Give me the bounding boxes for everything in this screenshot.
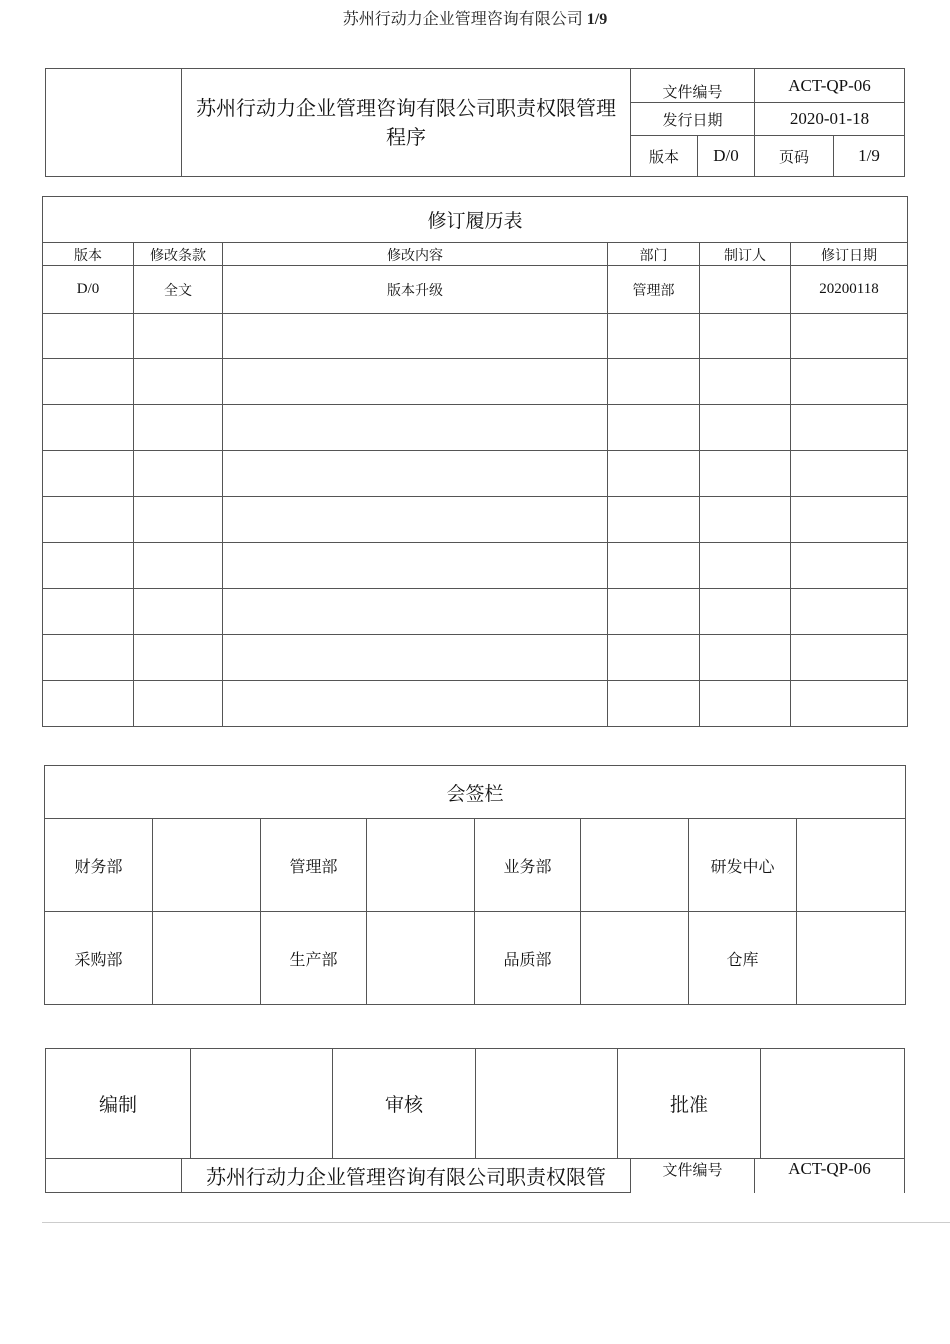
- table-cell: [700, 589, 791, 635]
- table-cell: 版本升级: [223, 266, 608, 314]
- countersign-title: 会签栏: [45, 766, 906, 819]
- table-cell: [608, 451, 700, 497]
- table-cell: [700, 314, 791, 359]
- table-cell: 20200118: [791, 266, 908, 314]
- approved-by-signature[interactable]: [761, 1049, 905, 1159]
- table-cell: [134, 451, 223, 497]
- table-cell: [43, 451, 134, 497]
- table-cell: [608, 359, 700, 405]
- table-cell: [608, 314, 700, 359]
- table-cell: [43, 635, 134, 681]
- table-cell: [43, 589, 134, 635]
- table-cell: [223, 451, 608, 497]
- table-cell: [134, 543, 223, 589]
- table-cell: [43, 314, 134, 359]
- table-cell: [134, 681, 223, 727]
- table-cell: 管理部: [608, 266, 700, 314]
- table-cell: [791, 314, 908, 359]
- table-cell: [700, 497, 791, 543]
- signature-cell[interactable]: [367, 912, 475, 1005]
- table-cell: [43, 359, 134, 405]
- table-row: [43, 497, 908, 543]
- column-header: 修改条款: [134, 243, 223, 266]
- revision-history-title: 修订履历表: [43, 197, 908, 243]
- document-title: 苏州行动力企业管理咨询有限公司职责权限管理程序: [182, 69, 631, 177]
- approved-by-label: 批准: [618, 1049, 761, 1159]
- table-cell: [134, 314, 223, 359]
- table-row: [43, 589, 908, 635]
- table-cell: [223, 314, 608, 359]
- department-label: 品质部: [475, 912, 581, 1005]
- prepared-by-signature[interactable]: [191, 1049, 333, 1159]
- table-cell: [791, 543, 908, 589]
- next-page-doc-number-label: 文件编号: [631, 1159, 755, 1193]
- running-header-company: 苏州行动力企业管理咨询有限公司: [342, 11, 583, 28]
- column-header: 修改内容: [223, 243, 608, 266]
- next-page-header-fragment: [45, 1158, 905, 1193]
- table-cell: [43, 405, 134, 451]
- signature-cell[interactable]: [797, 819, 906, 912]
- logo-cell: [46, 69, 182, 177]
- department-label: 生产部: [261, 912, 367, 1005]
- prepared-by-label: 编制: [46, 1049, 191, 1159]
- next-page-title: 苏州行动力企业管理咨询有限公司职责权限管: [182, 1159, 631, 1193]
- signature-cell[interactable]: [367, 819, 475, 912]
- page-label: 页码: [755, 136, 834, 177]
- table-cell: [791, 405, 908, 451]
- doc-number-label: 文件编号: [631, 69, 755, 103]
- table-cell: [700, 543, 791, 589]
- table-cell: [134, 359, 223, 405]
- running-header: [0, 6, 950, 29]
- column-header: 制订人: [700, 243, 791, 266]
- table-cell: [223, 635, 608, 681]
- table-cell: [608, 405, 700, 451]
- doc-number-value: ACT-QP-06: [755, 69, 905, 103]
- issue-date-value: 2020-01-18: [755, 103, 905, 136]
- table-cell: [134, 589, 223, 635]
- department-label: 财务部: [45, 819, 153, 912]
- approval-table: [45, 1048, 905, 1159]
- table-cell: [134, 405, 223, 451]
- table-cell: [43, 543, 134, 589]
- table-cell: [791, 635, 908, 681]
- page-value: 1/9: [834, 136, 905, 177]
- table-cell: [43, 681, 134, 727]
- revision-rows: [43, 266, 908, 727]
- table-cell: [608, 681, 700, 727]
- reviewed-by-signature[interactable]: [476, 1049, 618, 1159]
- countersign-table: [44, 765, 906, 1005]
- revision-history-table: [42, 196, 908, 727]
- table-row: [43, 314, 908, 359]
- table-row: [43, 266, 908, 314]
- table-cell: [223, 497, 608, 543]
- table-cell: [43, 497, 134, 543]
- table-cell: [700, 681, 791, 727]
- table-cell: [791, 359, 908, 405]
- signature-cell[interactable]: [797, 912, 906, 1005]
- department-label: 管理部: [261, 819, 367, 912]
- table-row: [43, 451, 908, 497]
- table-cell: [134, 497, 223, 543]
- signature-cell[interactable]: [581, 819, 689, 912]
- table-cell: [700, 266, 791, 314]
- issue-date-label: 发行日期: [631, 103, 755, 136]
- table-cell: [791, 497, 908, 543]
- column-header: 修订日期: [791, 243, 908, 266]
- signature-cell[interactable]: [153, 912, 261, 1005]
- table-cell: [608, 589, 700, 635]
- department-label: 业务部: [475, 819, 581, 912]
- table-cell: [223, 405, 608, 451]
- table-cell: [700, 405, 791, 451]
- table-cell: [791, 681, 908, 727]
- column-header: 部门: [608, 243, 700, 266]
- table-cell: [791, 589, 908, 635]
- document-header-table: [45, 68, 905, 177]
- table-cell: [223, 359, 608, 405]
- table-cell: [608, 543, 700, 589]
- table-cell: 全文: [134, 266, 223, 314]
- next-page-doc-number-value: ACT-QP-06: [755, 1159, 905, 1193]
- column-header: 版本: [43, 243, 134, 266]
- department-label: 研发中心: [689, 819, 797, 912]
- table-cell: [134, 635, 223, 681]
- page-separator: [42, 1222, 950, 1223]
- signature-cell[interactable]: [581, 912, 689, 1005]
- table-cell: [608, 635, 700, 681]
- table-row: [43, 543, 908, 589]
- version-value: D/0: [698, 136, 755, 177]
- table-row: [43, 359, 908, 405]
- signature-cell[interactable]: [153, 819, 261, 912]
- reviewed-by-label: 审核: [333, 1049, 476, 1159]
- table-row: [43, 635, 908, 681]
- table-row: [43, 681, 908, 727]
- table-cell: [700, 451, 791, 497]
- table-cell: [608, 497, 700, 543]
- department-label: 仓库: [689, 912, 797, 1005]
- table-cell: [223, 543, 608, 589]
- version-label: 版本: [631, 136, 698, 177]
- table-cell: [223, 681, 608, 727]
- table-cell: [700, 359, 791, 405]
- table-cell: [700, 635, 791, 681]
- table-cell: [791, 451, 908, 497]
- department-label: 采购部: [45, 912, 153, 1005]
- table-row: [43, 405, 908, 451]
- table-cell: D/0: [43, 266, 134, 314]
- table-cell: [223, 589, 608, 635]
- running-header-page: 1/9: [586, 11, 608, 28]
- logo-cell: [46, 1159, 182, 1193]
